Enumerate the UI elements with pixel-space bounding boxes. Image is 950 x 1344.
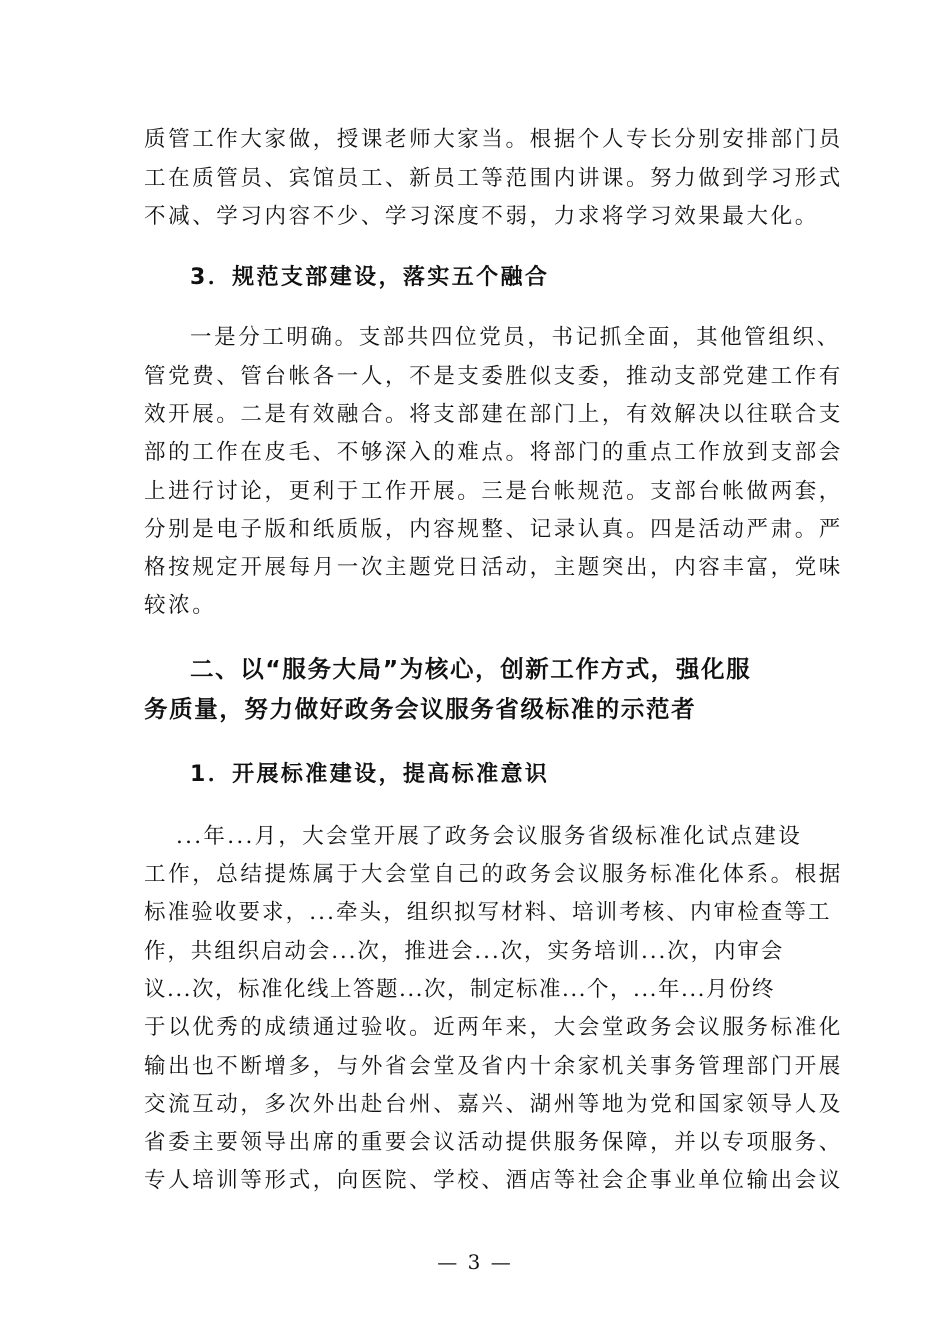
paragraph-3-line-8: 交流互动，多次外出赴台州、嘉兴、湖州等地为党和国家领导人及 <box>144 1092 843 1117</box>
paragraph-2-line-3: 效开展。二是有效融合。将支部建在部门上，有效解决以往联合支 <box>144 402 843 427</box>
paragraph-3-line-5: 议...次，标准化线上答题...次，制定标准...个，...年...月份终 <box>144 977 776 1002</box>
paragraph-2-line-8: 较浓。 <box>144 593 217 618</box>
paragraph-3-line-6: 于以优秀的成绩通过验收。近两年来，大会堂政务会议服务标准化 <box>144 1015 843 1040</box>
paragraph-3-line-2: 工作，总结提炼属于大会堂自己的政务会议服务标准化体系。根据 <box>144 862 843 887</box>
paragraph-2-line-4: 部的工作在皮毛、不够深入的难点。将部门的重点工作放到支部会 <box>144 440 843 465</box>
paragraph-2-line-1: 一是分工明确。支部共四位党员，书记抓全面，其他管组织、 <box>190 325 841 350</box>
paragraph-1-line-2: 工在质管员、宾馆员工、新员工等范围内讲课。努力做到学习形式 <box>144 166 843 191</box>
paragraph-3-line-7: 输出也不断增多，与外省会堂及省内十余家机关事务管理部门开展 <box>144 1054 843 1079</box>
paragraph-2-line-2: 管党费、管台帐各一人，不是支委胜似支委，推动支部党建工作有 <box>144 364 843 389</box>
paragraph-2-line-7: 格按规定开展每月一次主题党日活动，主题突出，内容丰富，党味 <box>144 555 843 580</box>
paragraph-3-line-1: ...年...月，大会堂开展了政务会议服务省级标准化试点建设 <box>176 824 803 849</box>
paragraph-3-line-3: 标准验收要求，...牵头，组织拟写材料、培训考核、内审检查等工 <box>144 900 832 925</box>
section-2-heading-line-2: 务质量，努力做好政务会议服务省级标准的示范者 <box>144 695 697 723</box>
paragraph-2-line-5: 上进行讨论，更利于工作开展。三是台帐规范。支部台帐做两套， <box>144 479 843 504</box>
section-2-heading-line-1: 二、以“服务大局”为核心，创新工作方式，强化服 <box>190 655 752 683</box>
page-number: — 3 — <box>437 1250 513 1274</box>
paragraph-1-line-1: 质管工作大家做，授课老师大家当。根据个人专长分别安排部门员 <box>144 127 843 152</box>
paragraph-3-line-9: 省委主要领导出席的重要会议活动提供服务保障，并以专项服务、 <box>144 1130 843 1155</box>
paragraph-2-line-6: 分别是电子版和纸质版，内容规整、记录认真。四是活动严肃。严 <box>144 517 843 542</box>
paragraph-1-line-3: 不减、学习内容不少、学习深度不弱，力求将学习效果最大化。 <box>144 204 819 229</box>
paragraph-3-line-4: 作，共组织启动会...次，推进会...次，实务培训...次，内审会 <box>144 939 785 964</box>
subheading-3: 3．规范支部建设，落实五个融合 <box>190 265 550 290</box>
subheading-1: 1．开展标准建设，提高标准意识 <box>190 762 550 787</box>
paragraph-3-line-10: 专人培训等形式，向医院、学校、酒店等社会企事业单位输出会议 <box>144 1168 843 1193</box>
